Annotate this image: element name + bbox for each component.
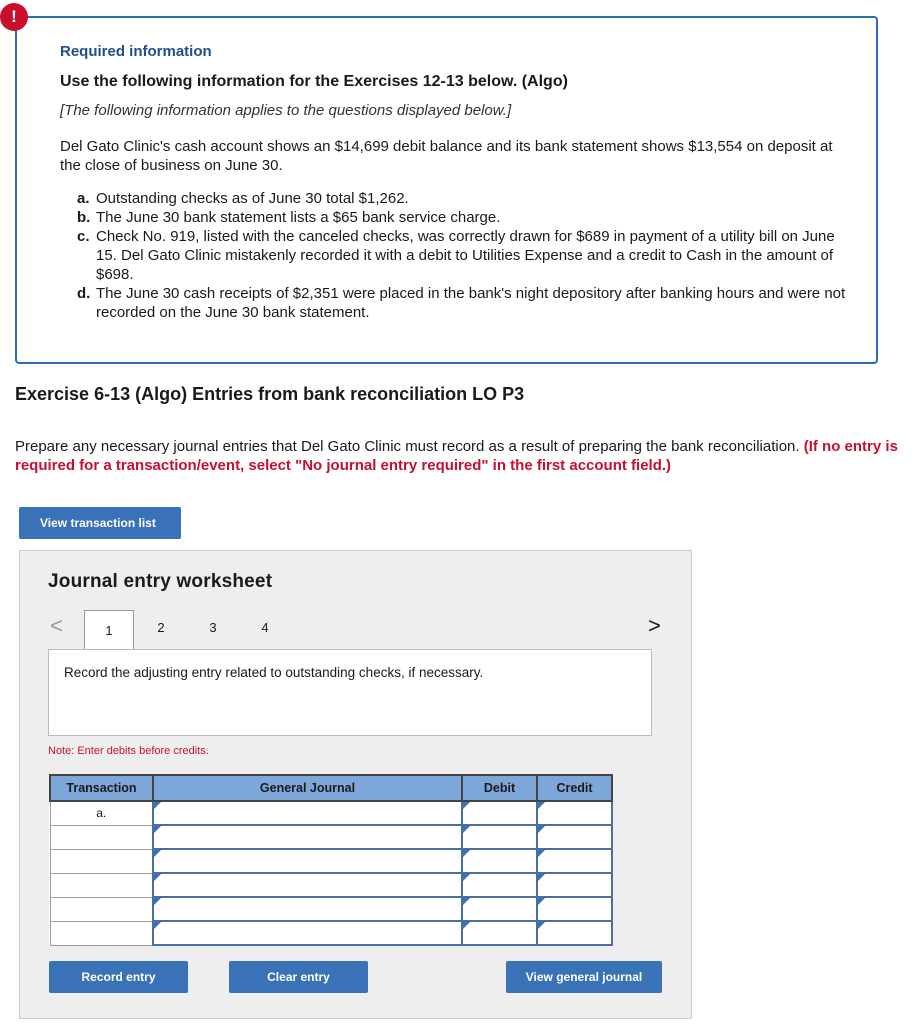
table-row <box>50 825 612 849</box>
list-item-text: The June 30 bank statement lists a $65 bank service charge. <box>96 209 501 226</box>
dropdown-marker-icon <box>463 874 470 881</box>
chevron-left-icon[interactable]: < <box>50 613 63 638</box>
credit-input[interactable] <box>537 921 612 945</box>
column-header-credit: Credit <box>537 775 612 801</box>
exercise-instructions <box>15 437 905 475</box>
account-select[interactable] <box>153 897 462 921</box>
account-select[interactable] <box>153 921 462 945</box>
worksheet-title: Journal entry worksheet <box>48 571 273 592</box>
account-select[interactable] <box>153 825 462 849</box>
transaction-cell <box>50 849 153 873</box>
column-header-debit: Debit <box>462 775 537 801</box>
dropdown-marker-icon <box>538 922 545 929</box>
debit-input[interactable] <box>462 849 537 873</box>
exercises-heading: Use the following information for the Exercises 12-13 below. (Algo) <box>60 73 568 90</box>
debit-input[interactable] <box>462 825 537 849</box>
tab-2[interactable]: 2 <box>157 619 165 635</box>
instructions-red-note: (If no entry is required for a transaction/event, select "No journal entry required" in the first account field.) <box>15 438 898 474</box>
dropdown-marker-icon <box>538 802 545 809</box>
entry-prompt: Record the adjusting entry related to outstanding checks, if necessary. <box>64 665 484 680</box>
dropdown-marker-icon <box>538 826 545 833</box>
dropdown-marker-icon <box>463 898 470 905</box>
dropdown-marker-icon <box>538 898 545 905</box>
table-row <box>50 897 612 921</box>
dropdown-marker-icon <box>154 850 161 857</box>
applies-note: [The following information applies to the questions displayed below.] <box>60 102 512 119</box>
credit-input[interactable] <box>537 897 612 921</box>
transaction-cell <box>50 873 153 897</box>
list-item-label: b. <box>77 209 91 226</box>
entry-prompt-box <box>48 649 652 736</box>
dropdown-marker-icon <box>538 874 545 881</box>
debit-input[interactable] <box>462 921 537 945</box>
scenario-list <box>77 189 857 322</box>
required-information-panel <box>15 16 878 364</box>
view-general-journal-button[interactable]: View general journal <box>506 961 662 993</box>
table-row <box>50 801 612 825</box>
list-item <box>77 284 857 322</box>
transaction-cell <box>50 825 153 849</box>
debit-input[interactable] <box>462 897 537 921</box>
dropdown-marker-icon <box>463 850 470 857</box>
chevron-right-icon[interactable]: > <box>648 613 661 638</box>
list-item-label: a. <box>77 190 90 207</box>
dropdown-marker-icon <box>154 898 161 905</box>
dropdown-marker-icon <box>538 850 545 857</box>
account-select[interactable] <box>153 801 462 825</box>
list-item-text: The June 30 cash receipts of $2,351 were placed in the bank's night depository after banking hours and were not recorded on the June 30 bank statement. <box>96 285 846 321</box>
credit-input[interactable] <box>537 849 612 873</box>
tab-3[interactable]: 3 <box>209 619 217 635</box>
credit-input[interactable] <box>537 801 612 825</box>
list-item <box>77 227 857 284</box>
tab-4[interactable]: 4 <box>261 619 269 635</box>
list-item-text: Outstanding checks as of June 30 total $1,262. <box>96 190 409 207</box>
debit-input[interactable] <box>462 801 537 825</box>
dropdown-marker-icon <box>463 802 470 809</box>
tab-1[interactable]: 1 <box>84 610 134 650</box>
debits-note: Note: Enter debits before credits. <box>48 745 209 757</box>
exercise-title: Exercise 6-13 (Algo) Entries from bank reconciliation LO P3 <box>15 384 525 404</box>
table-row <box>50 849 612 873</box>
scenario-paragraph: Del Gato Clinic's cash account shows an $14,699 debit balance and its bank statement shows $13,554 on deposit at the close of business on June 30. <box>60 138 833 174</box>
dropdown-marker-icon <box>154 874 161 881</box>
account-select[interactable] <box>153 849 462 873</box>
dropdown-marker-icon <box>154 826 161 833</box>
table-row <box>50 921 612 945</box>
credit-input[interactable] <box>537 825 612 849</box>
transaction-cell <box>50 897 153 921</box>
list-item-label: d. <box>77 285 91 302</box>
transaction-cell: a. <box>50 801 153 825</box>
instructions-text: Prepare any necessary journal entries that Del Gato Clinic must record as a result of preparing the bank reconciliation. <box>15 438 804 455</box>
alert-icon: ! <box>0 3 28 31</box>
list-item <box>77 208 857 227</box>
column-header-general-journal: General Journal <box>153 775 462 801</box>
journal-entry-worksheet <box>19 550 692 1019</box>
dropdown-marker-icon <box>154 922 161 929</box>
list-item <box>77 189 857 208</box>
list-item-text: Check No. 919, listed with the canceled checks, was correctly drawn for $689 in payment of a utility bill on June 15. Del Gato Clinic mistakenly recorded it with a debit to Utilities Expense and a credit to Cash in the amount of $698. <box>96 228 835 283</box>
transaction-cell <box>50 921 153 945</box>
list-item-label: c. <box>77 228 90 245</box>
clear-entry-button[interactable]: Clear entry <box>229 961 368 993</box>
column-header-transaction: Transaction <box>50 775 153 801</box>
view-transaction-list-button[interactable]: View transaction list <box>19 507 181 539</box>
required-info-title: Required information <box>60 43 212 60</box>
dropdown-marker-icon <box>463 922 470 929</box>
journal-entry-table <box>49 774 613 946</box>
credit-input[interactable] <box>537 873 612 897</box>
debit-input[interactable] <box>462 873 537 897</box>
table-row <box>50 873 612 897</box>
account-select[interactable] <box>153 873 462 897</box>
dropdown-marker-icon <box>463 826 470 833</box>
record-entry-button[interactable]: Record entry <box>49 961 188 993</box>
dropdown-marker-icon <box>154 802 161 809</box>
